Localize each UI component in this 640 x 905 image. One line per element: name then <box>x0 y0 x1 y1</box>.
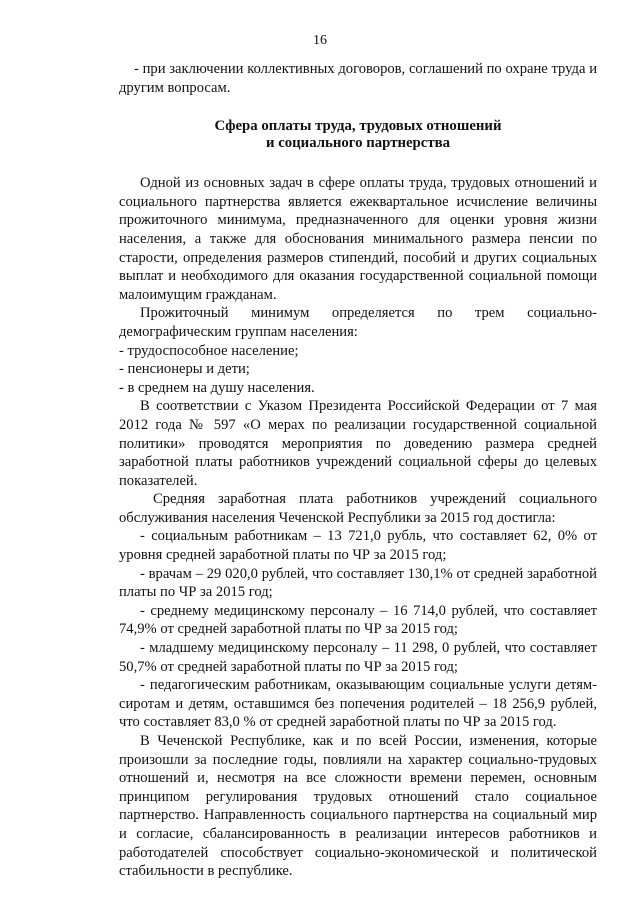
page-number: 16 <box>313 33 327 48</box>
section-heading <box>119 118 597 152</box>
salary-item-social-workers: - социальным работникам – 13 721,0 рубль, что составляет 62, 0% от уровня средней заработной платы по ЧР за 2015 год; <box>119 528 597 564</box>
salary-item-mid-medical-staff: - среднему медицинскому персоналу – 16 714,0 рублей, что составляет 74,9% от средней заработной платы по ЧР за 2015 год; <box>119 602 597 638</box>
salary-item-junior-medical-staff: - младшему медицинскому персоналу – 11 298, 0 рублей, что составляет 50,7% от средней заработной платы по ЧР за 2015 год; <box>119 640 597 675</box>
paragraph-living-wage-groups: Прожиточный минимум определяется по трем социально-демографическим группам населения: <box>119 305 597 340</box>
salary-item-teachers: - педагогическим работникам, оказывающим социальные услуги детям-сиротам и детям, оставшимся без попечения родителей – 18 256,9 рублей, что составляет 83,0 % от средней заработной платы по ЧР за 2015 год. <box>119 677 597 731</box>
salary-item-doctors: - врачам – 29 020,0 рублей, что составляет 130,1% от средней заработной платы по ЧР за 2015 год; <box>119 565 597 601</box>
section-heading-line-1: Сфера оплаты труда, трудовых отношений <box>214 118 502 135</box>
group-item-pensioners-children: - пенсионеры и дети; <box>119 361 250 378</box>
page-content <box>119 60 597 881</box>
group-item-working-age: - трудоспособное население; <box>119 342 299 359</box>
paragraph-average-salary-intro: Средняя заработная плата работников учреждений социального обслуживания населения Чеченской Республики за 2015 год достигла: <box>119 491 597 526</box>
section-heading-line-2: и социального партнерства <box>265 135 451 152</box>
group-item-per-capita: - в среднем на душу населения. <box>119 379 315 396</box>
paragraph-social-partnership: В Чеченской Республике, как и по всей России, изменения, которые произошли за последние годы, повлияли на характер социально-трудовых отношений и, несмотря на все сложности времени перемен, основным принципом регулирования трудовых отношений стало социальное партнерство. Направленность социального партнерства на социальный мир и согласие, сбалансированность в реализации интересов работников и работодателей способствует социально-экономической и политической стабильности в республике. <box>119 733 597 880</box>
paragraph-living-wage-task: Одной из основных задач в сфере оплаты труда, трудовых отношений и социального партнерства является ежеквартальное исчисление величины прожиточного минимума, предназначенного для оценки уровня жизни населения, а также для обоснования минимального размера пенсии по старости, определения размеров стипендий, пособий и других социальных выплат и необходимого для оказания государственной социальной помощи малоимущим гражданам. <box>119 175 597 303</box>
paragraph-presidential-decree: В соответствии с Указом Президента Российской Федерации от 7 мая 2012 года № 597 «О мерах по реализации государственной социальной политики» проводятся мероприятия по доведению размера средней заработной платы работников учреждений социальной сферы до целевых показателей. <box>119 398 597 489</box>
intro-paragraph: - при заключении коллективных договоров, соглашений по охране труда и другим вопросам. <box>119 61 597 96</box>
